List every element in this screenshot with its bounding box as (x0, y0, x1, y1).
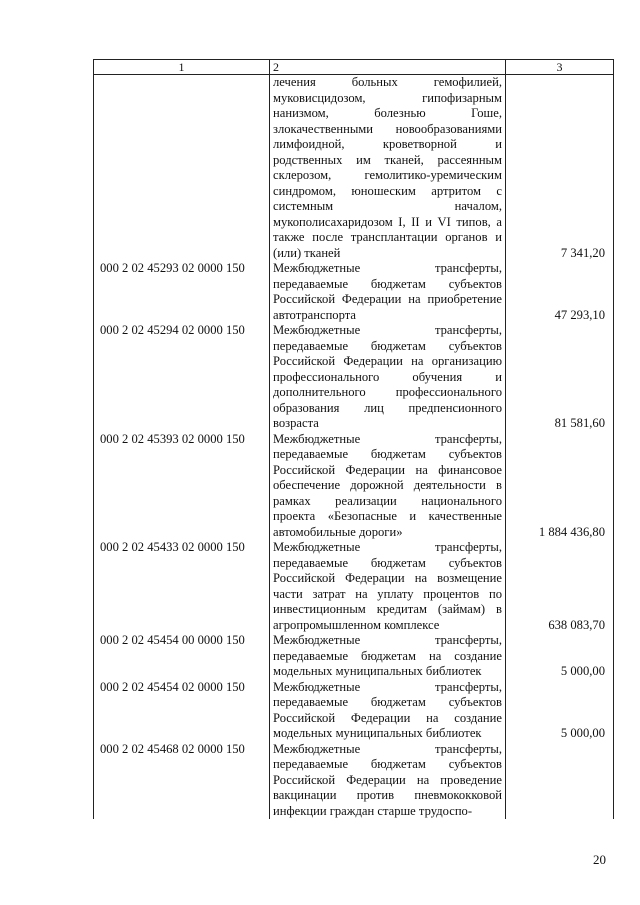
row-description: Межбюджетные трансферты, передаваемые бюджетам на создание модельных муниципальных библиотек (270, 633, 506, 680)
table-row (94, 540, 614, 633)
row-description: Межбюджетные трансферты, передаваемые бюджетам субъектов Российской Федерации на финансовое обеспечение дорожной деятельности в рамках реализации национального проекта «Безопасные и качественные автомобильные дороги» (270, 432, 506, 541)
row-amount: 1 884 436,80 (506, 432, 614, 541)
row-code: 000 2 02 45294 02 0000 150 (94, 323, 270, 432)
row-code: 000 2 02 45454 00 0000 150 (94, 633, 270, 680)
row-amount: 5 000,00 (506, 633, 614, 680)
row-description: Межбюджетные трансферты, передаваемые бюджетам субъектов Российской Федерации на возмещение части затрат на уплату процентов по инвестиционным кредитам (займам) в агропромышленном комплексе (270, 540, 506, 633)
header-col-1: 1 (94, 60, 270, 75)
table-row (94, 323, 614, 432)
header-col-3: 3 (506, 60, 614, 75)
row-description: лечения больных гемофилией, муковисцидозом, гипофизарным нанизмом, болезнью Гоше, злокачественными новообразованиями лимфоидной, кроветворной и родственных им тканей, рассеянным склерозом, гемолитико-уремическим синдромом, юношеским артритом с системным началом, мукополисахаридозом I, II и VI типов, а также после трансплантации органов и (или) тканей (270, 75, 506, 262)
table-row (94, 75, 614, 262)
row-amount: 81 581,60 (506, 323, 614, 432)
row-amount (506, 742, 614, 820)
row-code: 000 2 02 45433 02 0000 150 (94, 540, 270, 633)
table-row (94, 742, 614, 820)
row-amount: 47 293,10 (506, 261, 614, 323)
row-description: Межбюджетные трансферты, передаваемые бюджетам субъектов Российской Федерации на приобретение автотранспорта (270, 261, 506, 323)
row-code: 000 2 02 45454 02 0000 150 (94, 680, 270, 742)
row-code: 000 2 02 45393 02 0000 150 (94, 432, 270, 541)
row-description: Межбюджетные трансферты, передаваемые бюджетам субъектов Российской Федерации на организацию профессионального обучения и дополнительного профессионального образования лиц предпенсионного возраста (270, 323, 506, 432)
row-code: 000 2 02 45468 02 0000 150 (94, 742, 270, 820)
page-number: 20 (593, 852, 606, 867)
table-header-row (94, 60, 614, 75)
table-body (94, 75, 614, 820)
row-amount: 638 083,70 (506, 540, 614, 633)
row-amount: 7 341,20 (506, 75, 614, 262)
header-col-2: 2 (270, 60, 506, 75)
row-description: Межбюджетные трансферты, передаваемые бюджетам субъектов Российской Федерации на проведение вакцинации против пневмококковой инфекции граждан старше трудоспо- (270, 742, 506, 820)
row-code (94, 75, 270, 262)
table-row (94, 261, 614, 323)
table-row (94, 680, 614, 742)
budget-table (93, 59, 614, 819)
table-row (94, 432, 614, 541)
row-description: Межбюджетные трансферты, передаваемые бюджетам субъектов Российской Федерации на создание модельных муниципальных библиотек (270, 680, 506, 742)
table-row (94, 633, 614, 680)
row-amount: 5 000,00 (506, 680, 614, 742)
row-code: 000 2 02 45293 02 0000 150 (94, 261, 270, 323)
